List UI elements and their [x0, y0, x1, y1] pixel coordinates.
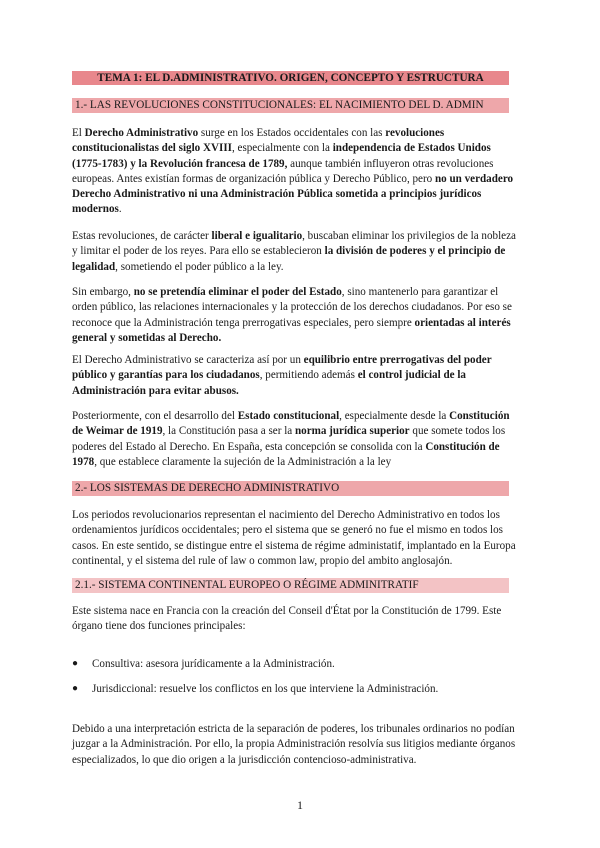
- section-heading-2-1: 2.1.- SISTEMA CONTINENTAL EUROPEO O RÉGIME ADMINITRATIF: [72, 578, 509, 593]
- section-heading-1: 1.- LAS REVOLUCIONES CONSTITUCIONALES: EL NACIMIENTO DEL D. ADMIN: [72, 98, 509, 113]
- paragraph-1: El Derecho Administrativo surge en los Estados occidentales con las revoluciones constitucionalistas del siglo XVIII, especialmente con la independencia de Estados Unidos (1775-1783) y la Revolución francesa de 1789, aunque también influyeron otras revoluciones europeas. Antes existían formas de organización pública y Derecho Público, pero no un verdadero Derecho Administrativo ni una Administración Pública sometida a principios jurídicos modernos.: [72, 127, 514, 216]
- paragraph-7: Este sistema nace en Francia con la creación del Conseil d'État por la Constitución de 1799. Este órgano tiene dos funciones principales:: [72, 605, 502, 633]
- list-item: ● Consultiva: asesora jurídicamente a la Administración.: [72, 658, 335, 670]
- paragraph-6: Los periodos revolucionarios representan el nacimiento del Derecho Administrativo en todos los ordenamientos jurídicos occidentales; pero el sistema que se generó no fue el mismo en todos los casos. En este sentido, se distingue entre el sistema de régime administatif, implantado en la Europa continental, y el sistema del rule of law o common law, propio del ambito anglosajón.: [72, 509, 516, 567]
- document-title: TEMA 1: EL D.ADMINISTRATIVO. ORIGEN, CONCEPTO Y ESTRUCTURA: [72, 71, 509, 85]
- paragraph-5: Posteriormente, con el desarrollo del Estado constitucional, especialmente desde la Constitución de Weimar de 1919, la Constitución pasa a ser la norma jurídica superior que somete todos los poderes del Estado al Derecho. En España, esta concepción se consolida con la Constitución de 1978, que establece claramente la sujeción de la Administración a la ley: [72, 410, 510, 468]
- section-heading-2: 2.- LOS SISTEMAS DE DERECHO ADMINISTRATIVO: [72, 481, 509, 496]
- bullet-icon: ●: [72, 683, 79, 694]
- paragraph-4: El Derecho Administrativo se caracteriza así por un equilibrio entre prerrogativas del poder público y garantías para los ciudadanos, permitiendo además el control judicial de la Administración para evitar abusos.: [72, 354, 492, 397]
- paragraph-3: Sin embargo, no se pretendía eliminar el poder del Estado, sino mantenerlo para garantizar el orden público, las relaciones internacionales y la protección de los derechos ciudadanos. Por eso se reconoce que la Administración tenga prerrogativas especiales, pero siempre orientadas al interés general y sometidas al Derecho.: [72, 286, 512, 344]
- functions-list: [72, 658, 522, 695]
- paragraph-8: Debido a una interpretación estricta de la separación de poderes, los tribunales ordinarios no podían juzgar a la Administración. Por ello, la propia Administración resolvía sus litigios mediante órganos especializados, lo que dio origen a la jurisdicción contencioso-administrativa.: [72, 723, 516, 766]
- page-number: 1: [297, 798, 303, 812]
- paragraph-2: Estas revoluciones, de carácter liberal e igualitario, buscaban eliminar los privilegios de la nobleza y limitar el poder de los reyes. Para ello se establecieron la división de poderes y el principio de legalidad, sometiendo el poder público a la ley.: [72, 230, 516, 273]
- bullet-icon: ●: [72, 658, 79, 669]
- list-item: ● Jurisdiccional: resuelve los conflictos en los que interviene la Administración.: [72, 683, 439, 695]
